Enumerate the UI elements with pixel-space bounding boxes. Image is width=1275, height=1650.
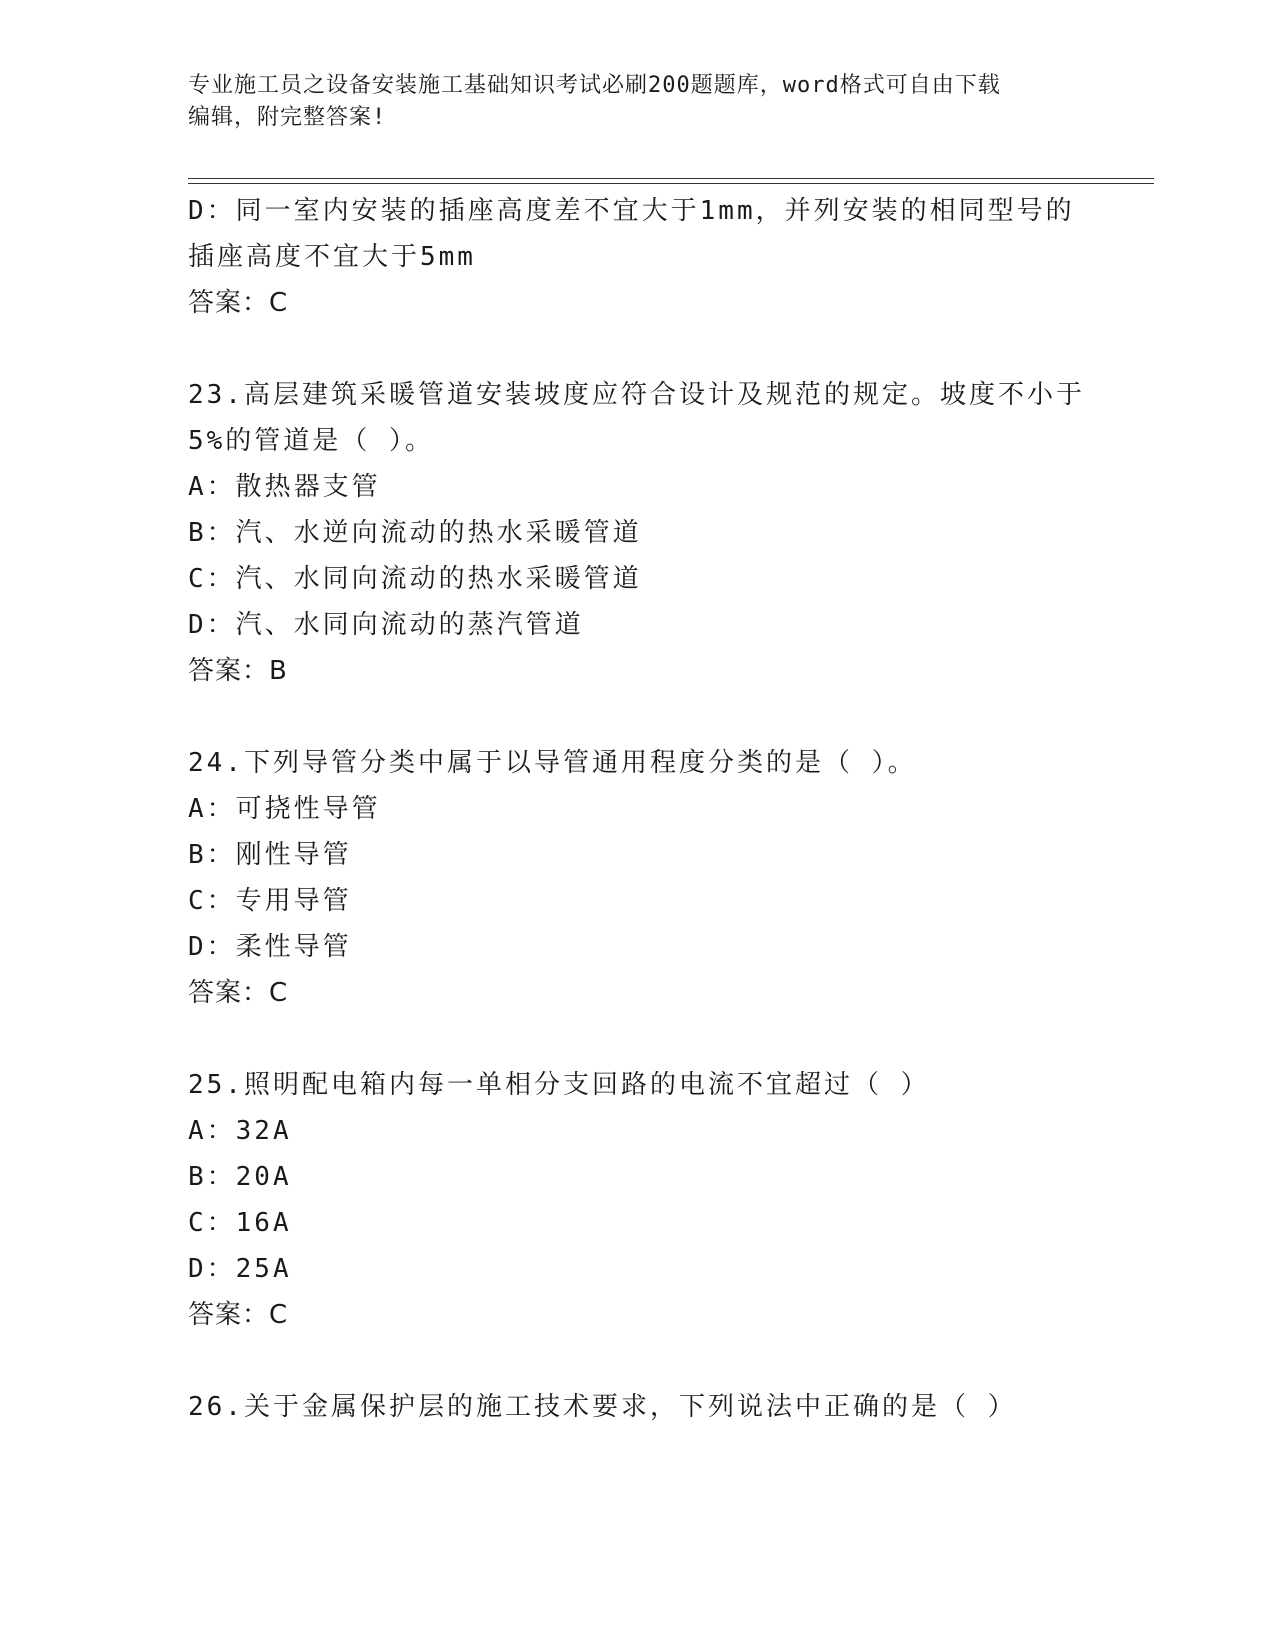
- option-c: C：专用导管: [188, 886, 352, 916]
- spacer: [188, 694, 1128, 740]
- question-24: [188, 740, 1128, 1016]
- question-stem: 23.高层建筑采暖管道安装坡度应符合设计及规范的规定。坡度不小于: [188, 380, 1085, 410]
- option-c: C：16A: [188, 1208, 292, 1238]
- option-d: D：汽、水同向流动的蒸汽管道: [188, 610, 584, 640]
- option-a: A：可挠性导管: [188, 794, 381, 824]
- header-divider-bottom: [188, 183, 1154, 184]
- document-body: [188, 188, 1128, 1430]
- header-line-1: 专业施工员之设备安装施工基础知识考试必刷200题题库，word格式可自由下载: [188, 73, 1001, 98]
- header-line-2: 编辑，附完整答案!: [188, 105, 387, 130]
- option-a: A：散热器支管: [188, 472, 381, 502]
- option-d-continued: 插座高度不宜大于5mm: [188, 242, 476, 272]
- previous-question-tail: [188, 188, 1128, 326]
- answer: 答案：C: [188, 288, 289, 318]
- answer: 答案：C: [188, 978, 289, 1008]
- answer: 答案：C: [188, 1300, 289, 1330]
- spacer: [188, 326, 1128, 372]
- question-stem-continued: 5%的管道是（ ）。: [188, 426, 434, 456]
- header-divider-top: [188, 178, 1154, 179]
- option-d: D：25A: [188, 1254, 292, 1284]
- question-stem: 25.照明配电箱内每一单相分支回路的电流不宜超过（ ）: [188, 1070, 930, 1100]
- question-25: [188, 1062, 1128, 1338]
- option-b: B：刚性导管: [188, 840, 352, 870]
- option-b: B：20A: [188, 1162, 292, 1192]
- option-d: D：柔性导管: [188, 932, 352, 962]
- spacer: [188, 1338, 1128, 1384]
- option-d: D：同一室内安装的插座高度差不宜大于1mm，并列安装的相同型号的: [188, 196, 1075, 226]
- question-23: [188, 372, 1128, 694]
- option-b: B：汽、水逆向流动的热水采暖管道: [188, 518, 642, 548]
- document-header: [188, 70, 1108, 134]
- question-26: [188, 1384, 1128, 1430]
- option-a: A：32A: [188, 1116, 292, 1146]
- question-stem: 26.关于金属保护层的施工技术要求，下列说法中正确的是（ ）: [188, 1392, 1017, 1422]
- answer: 答案：B: [188, 656, 288, 686]
- spacer: [188, 1016, 1128, 1062]
- question-stem: 24.下列导管分类中属于以导管通用程度分类的是（ ）。: [188, 748, 917, 778]
- option-c: C：汽、水同向流动的热水采暖管道: [188, 564, 642, 594]
